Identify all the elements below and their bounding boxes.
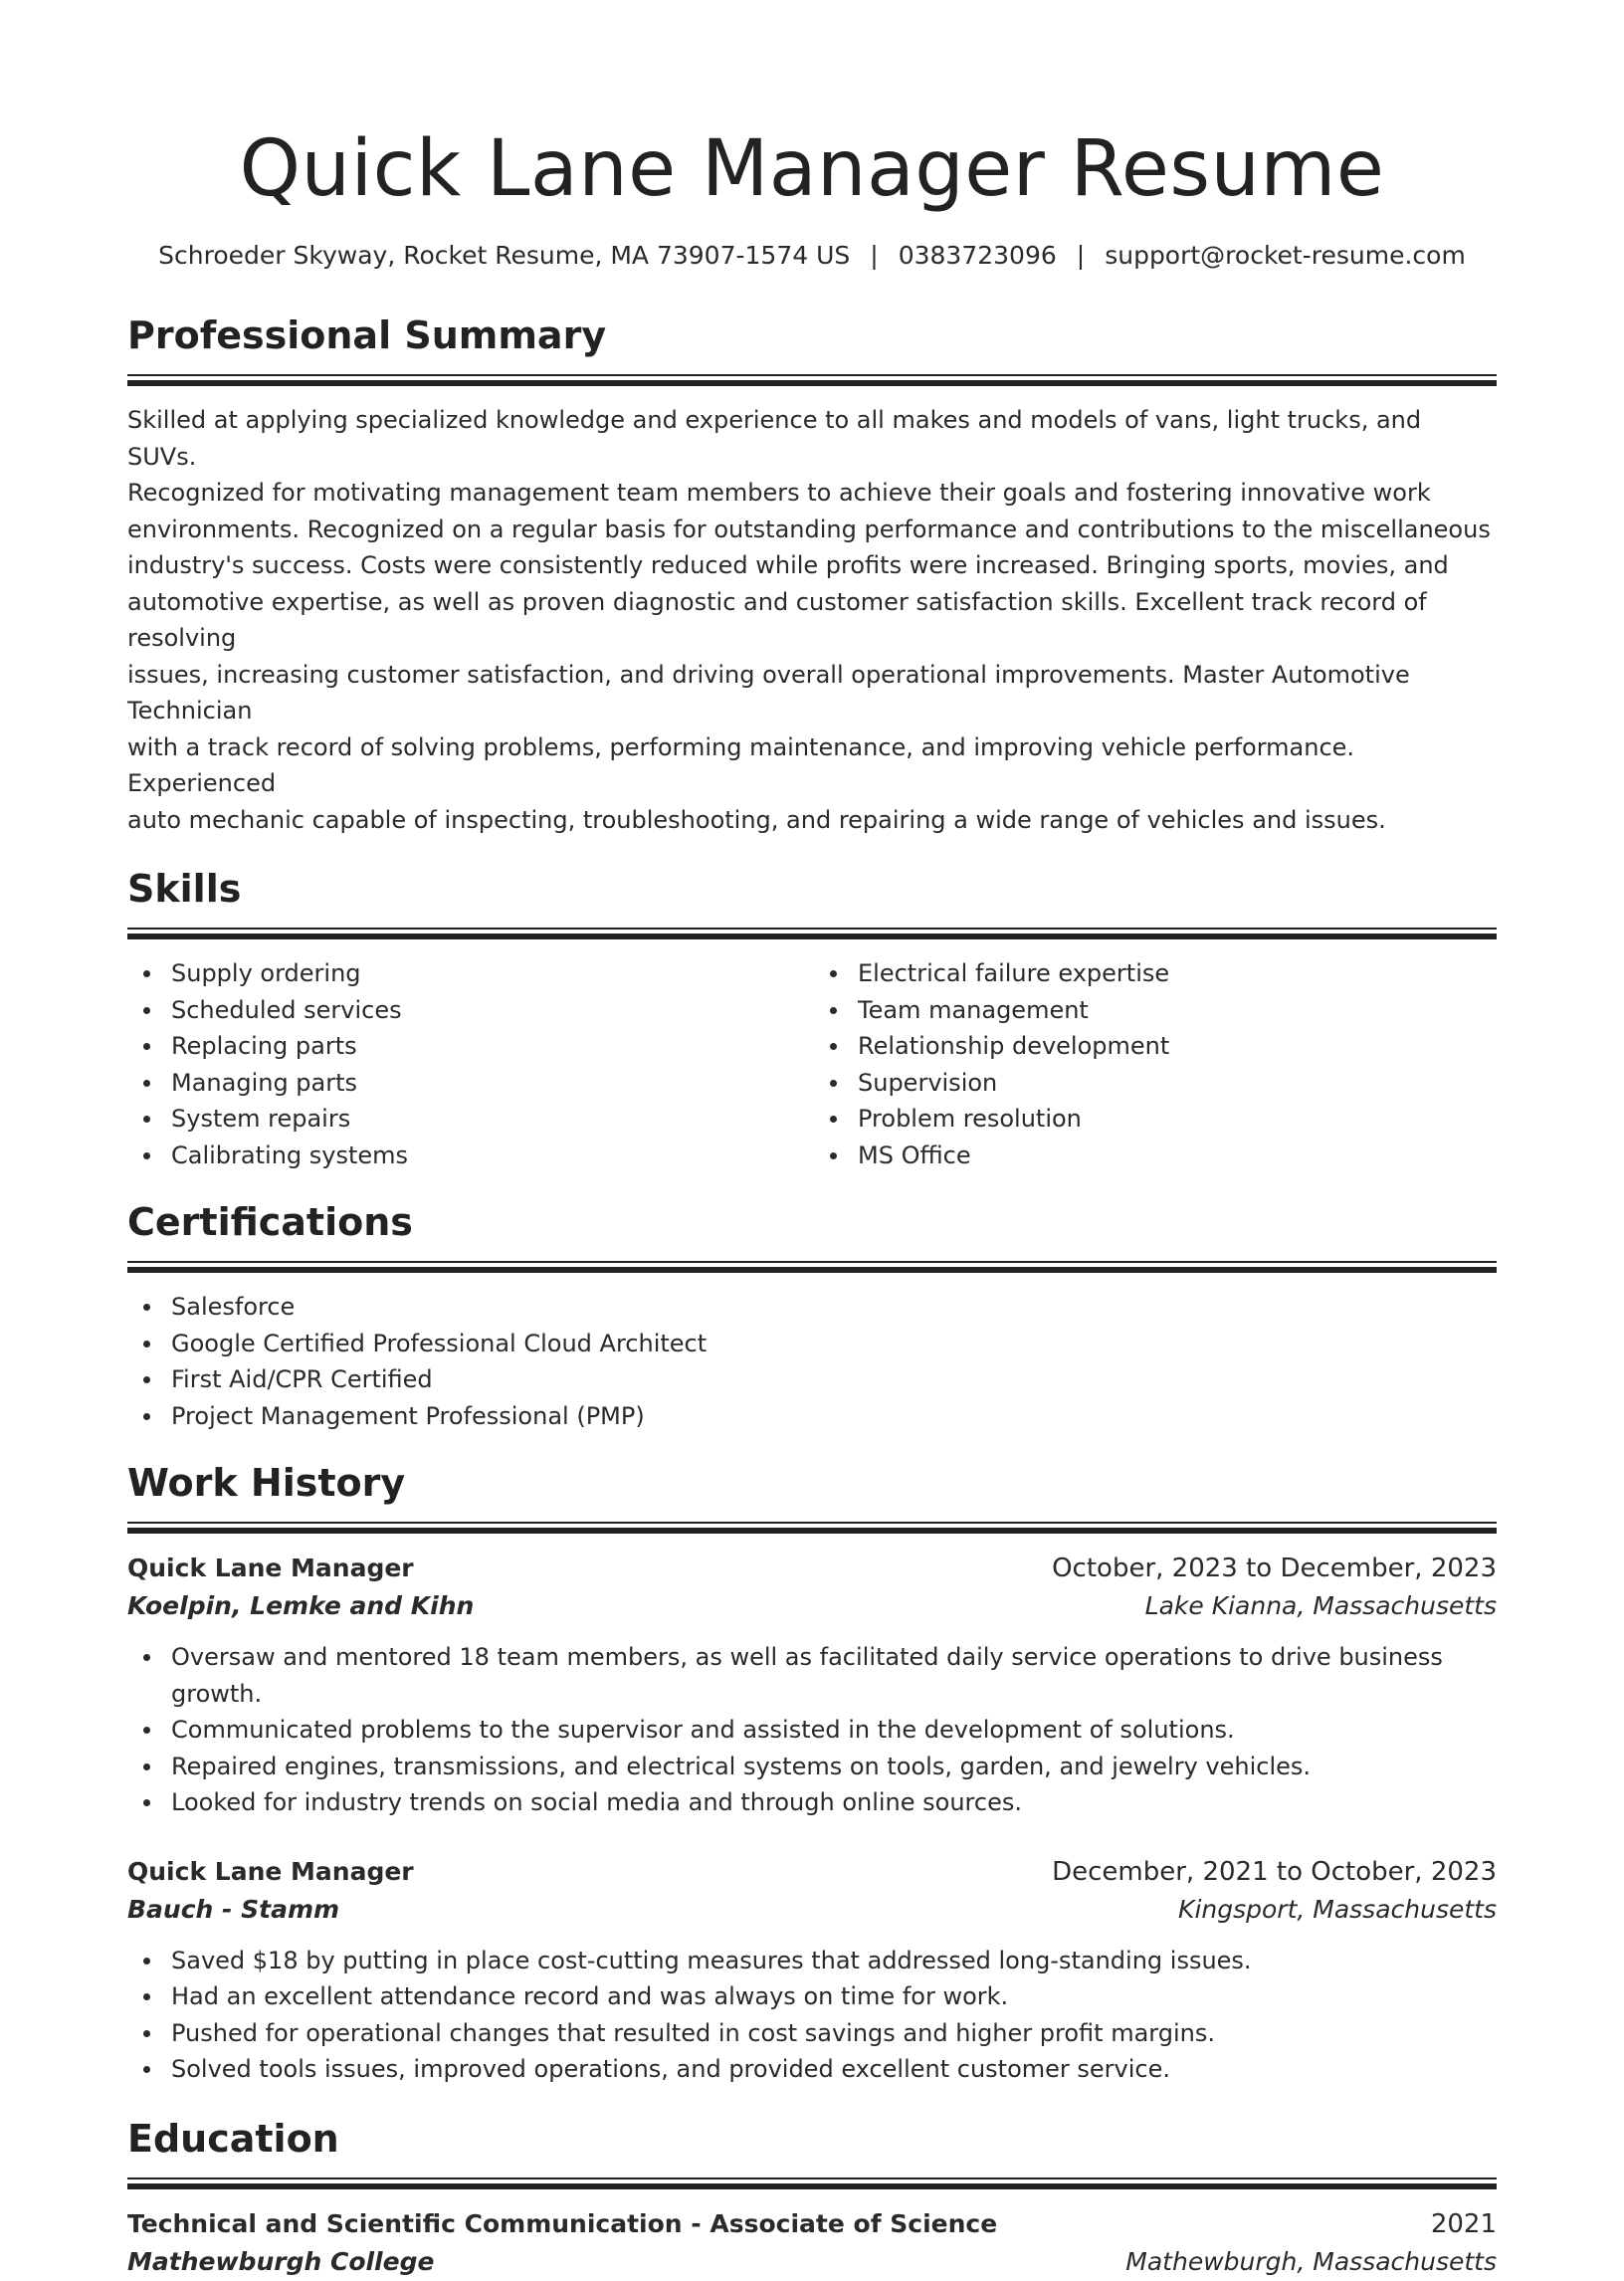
list-item: Supply ordering — [127, 955, 812, 992]
job-bullets — [127, 1943, 1497, 2088]
skills-list-left — [127, 955, 812, 1173]
contact-line — [127, 239, 1497, 273]
list-item: Scheduled services — [127, 992, 812, 1029]
job-bullets — [127, 1639, 1497, 1821]
list-item: Replacing parts — [127, 1028, 812, 1065]
skills-grid — [127, 955, 1497, 1173]
summary-line: Recognized for motivating management team members to achieve their goals and fostering innovative work — [127, 479, 1431, 507]
summary-line: with a track record of solving problems, performing maintenance, and improving vehicle performance. Experienced — [127, 732, 1355, 797]
list-item: Had an excellent attendance record and was always on time for work. — [127, 1978, 1497, 2015]
job-entry — [127, 1853, 1497, 2088]
skills-section — [127, 866, 1497, 1173]
summary-section — [127, 312, 1497, 838]
list-item: Managing parts — [127, 1065, 812, 1102]
job-entry — [127, 1550, 1497, 1821]
list-item: Calibrating systems — [127, 1138, 812, 1174]
list-item: Project Management Professional (PMP) — [127, 1398, 1497, 1435]
summary-line: industry's success. Costs were consistently reduced while profits were increased. Bringing sports, movies, and — [127, 551, 1449, 579]
work-history-section — [127, 1460, 1497, 2088]
summary-line: issues, increasing customer satisfaction, and driving overall operational improvements. Master Automotive Technician — [127, 660, 1410, 725]
job-company: Bauch - Stamm — [127, 1894, 340, 1924]
education-entry — [127, 2205, 1497, 2281]
list-item: Solved tools issues, improved operations, and provided excellent customer service. — [127, 2051, 1497, 2088]
section-rule — [127, 928, 1497, 939]
job-subheader — [127, 1891, 1497, 1929]
education-year: 2021 — [1430, 2208, 1497, 2239]
list-item: System repairs — [127, 1101, 812, 1138]
section-rule — [127, 1522, 1497, 1534]
section-rule — [127, 374, 1497, 386]
list-item: Google Certified Professional Cloud Architect — [127, 1326, 1497, 1362]
list-item: Team management — [814, 992, 1497, 1029]
job-dates: December, 2021 to October, 2023 — [1052, 1856, 1497, 1887]
job-dates: October, 2023 to December, 2023 — [1052, 1554, 1497, 1583]
education-degree: Technical and Scientific Communication - Associate of Science — [127, 2208, 998, 2238]
job-header — [127, 1550, 1497, 1587]
section-heading: Skills — [127, 867, 242, 911]
list-item: Looked for industry trends on social media and through online sources. — [127, 1784, 1497, 1821]
job-subheader — [127, 1587, 1497, 1625]
list-item: Relationship development — [814, 1028, 1497, 1065]
list-item: MS Office — [814, 1138, 1497, 1174]
list-item: Saved $18 by putting in place cost-cutting measures that addressed long-standing issues. — [127, 1943, 1497, 1979]
section-rule — [127, 1261, 1497, 1273]
summary-text — [127, 402, 1497, 838]
list-item: Electrical failure expertise — [814, 955, 1497, 992]
summary-line: automotive expertise, as well as proven diagnostic and customer satisfaction skills. Excellent track record of resolving — [127, 587, 1427, 652]
contact-address: Schroeder Skyway, Rocket Resume, MA 73907-1574 US — [158, 241, 851, 270]
list-item: Pushed for operational changes that resulted in cost savings and higher profit margins. — [127, 2015, 1497, 2052]
section-heading: Work History — [127, 1461, 406, 1505]
section-heading: Professional Summary — [127, 313, 607, 357]
section-rule — [127, 2177, 1497, 2189]
list-item: Oversaw and mentored 18 team members, as well as facilitated daily service operations to drive business growth. — [127, 1639, 1497, 1712]
summary-line: Skilled at applying specialized knowledge and experience to all makes and models of vans, light trucks, and SUVs. — [127, 406, 1422, 471]
list-item: Repaired engines, transmissions, and electrical systems on tools, garden, and jewelry vehicles. — [127, 1749, 1497, 1785]
section-heading: Education — [127, 2116, 339, 2161]
list-item: First Aid/CPR Certified — [127, 1361, 1497, 1398]
summary-line: auto mechanic capable of inspecting, troubleshooting, and repairing a wide range of vehicles and issues. — [127, 805, 1386, 834]
job-header — [127, 1853, 1497, 1891]
list-item: Supervision — [814, 1065, 1497, 1102]
education-header — [127, 2205, 1497, 2243]
list-item: Communicated problems to the supervisor and assisted in the development of solutions. — [127, 1712, 1497, 1749]
list-item: Salesforce — [127, 1289, 1497, 1326]
certifications-list — [127, 1289, 1497, 1434]
contact-phone: 0383723096 — [898, 241, 1057, 270]
education-school: Mathewburgh College — [127, 2246, 435, 2276]
job-company: Koelpin, Lemke and Kihn — [127, 1591, 475, 1620]
resume-title: Quick Lane Manager Resume — [239, 124, 1385, 214]
job-location: Kingsport, Massachusetts — [1178, 1894, 1497, 1924]
section-heading: Certifications — [127, 1200, 413, 1244]
job-title: Quick Lane Manager — [127, 1856, 414, 1886]
contact-separator: | — [1076, 241, 1086, 270]
contact-separator: | — [870, 241, 879, 270]
education-location: Mathewburgh, Massachusetts — [1125, 2246, 1497, 2276]
summary-line: environments. Recognized on a regular basis for outstanding performance and contributions to the miscellaneous — [127, 515, 1491, 543]
list-item: Problem resolution — [814, 1101, 1497, 1138]
certifications-section — [127, 1199, 1497, 1434]
skills-list-right — [812, 955, 1497, 1173]
education-subheader — [127, 2243, 1497, 2281]
education-section — [127, 2116, 1497, 2281]
job-title: Quick Lane Manager — [127, 1554, 414, 1582]
job-location: Lake Kianna, Massachusetts — [1144, 1591, 1497, 1620]
contact-email: support@rocket-resume.com — [1105, 241, 1466, 270]
